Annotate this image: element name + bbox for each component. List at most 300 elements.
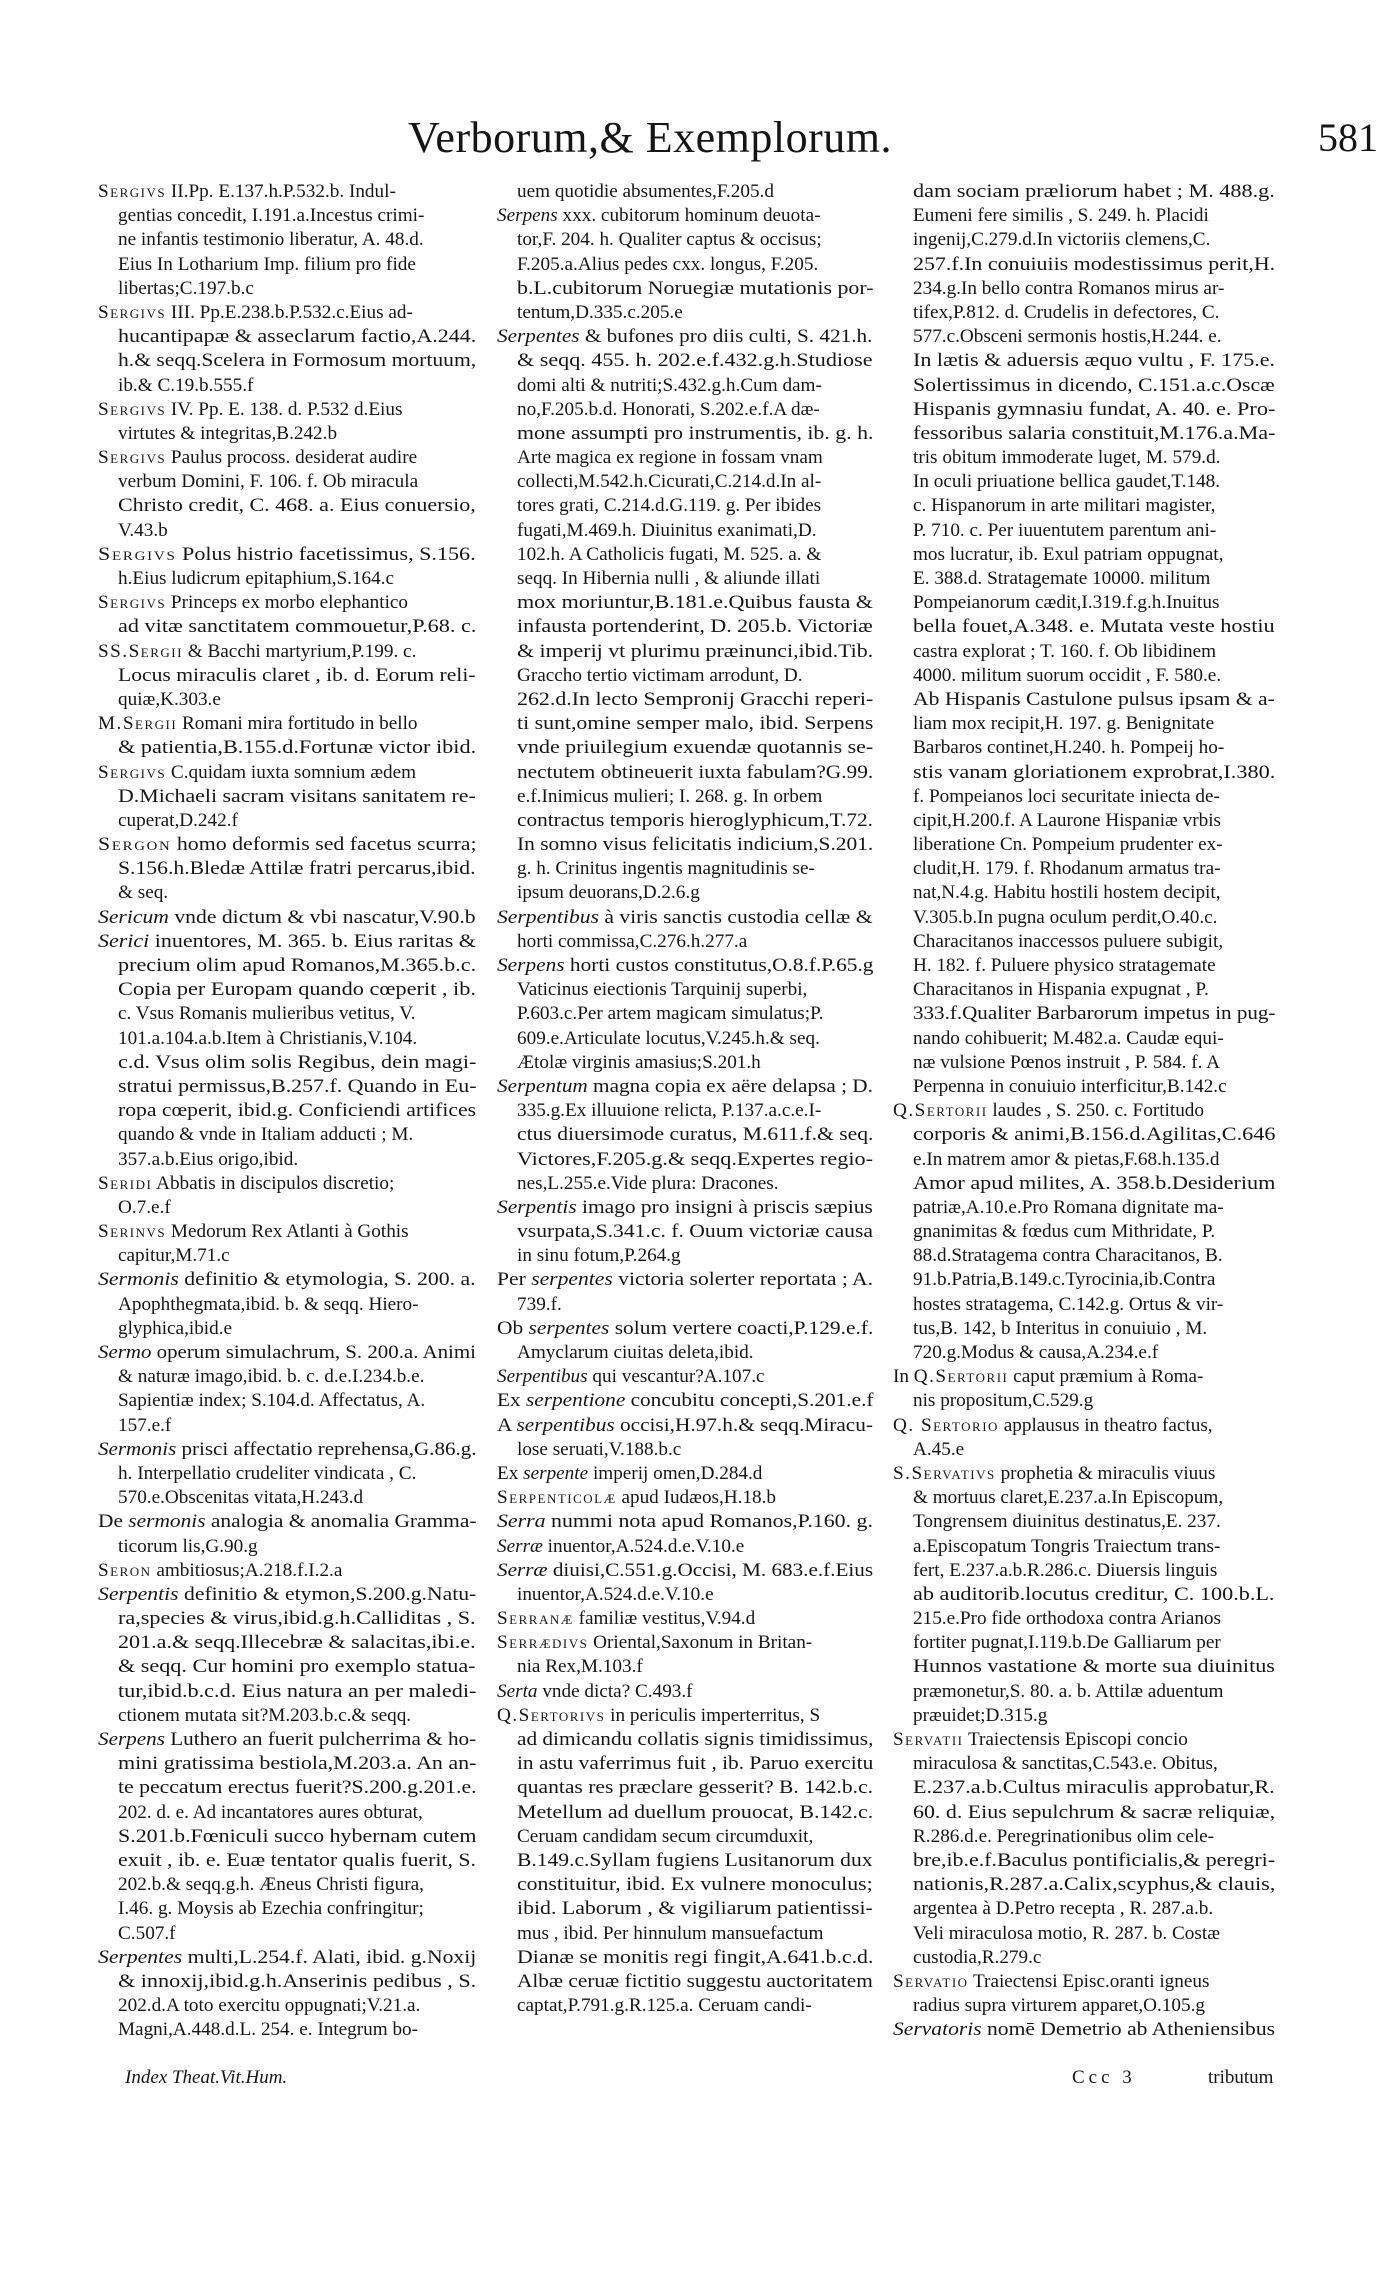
entry-text: h.& seqq.Scelera in Formosum mortuum, — [118, 350, 477, 372]
line-content — [497, 1075, 873, 1099]
line-content — [913, 1148, 1219, 1172]
index-entry-line — [98, 1922, 478, 1946]
line-content — [118, 1123, 413, 1147]
line-content — [517, 761, 873, 785]
index-entry-line — [893, 1535, 1277, 1559]
index-entry-line — [497, 930, 875, 954]
entry-text: 357.a.b.Eius origo,ibid. — [118, 1148, 299, 1170]
line-content — [497, 204, 820, 228]
entry-text: nes,L.255.e.Vide plura: Dracones. — [517, 1172, 779, 1194]
index-entry-line — [98, 736, 478, 760]
line-content — [913, 1123, 1275, 1147]
entry-text: corporis & animi,B.156.d.Agilitas,C.646 — [913, 1124, 1276, 1146]
entry-text: nummi nota apud Romanos,P.160. g. — [545, 1511, 873, 1533]
entry-text: vsurpata,S.341.c. f. Ouum victoriæ causa — [517, 1221, 874, 1243]
entry-text: apud Iudæos,H.18.b — [616, 1487, 777, 1509]
entry-text: Albæ ceruæ fictitio suggestu auctoritatem — [517, 1970, 873, 1992]
entry-text: cuperat,D.242.f — [118, 809, 238, 831]
entry-text: horti custos constitutus,O.8.f.P.65.g — [564, 955, 874, 976]
entry-headword: Serpentis — [497, 1196, 577, 1218]
line-content — [497, 954, 873, 978]
index-entry-line — [893, 1438, 1277, 1462]
index-entry-headline — [893, 2018, 1277, 2042]
entry-text: P.603.c.Per artem magicam simulatus;P. — [517, 1003, 824, 1025]
catchword: tributum — [1208, 2067, 1274, 2088]
entry-text: & seqq. Cur homini pro exemplo statua- — [118, 1656, 476, 1678]
line-content — [517, 349, 873, 373]
entry-text: P. 710. c. Per iuuentutem parentum ani- — [913, 519, 1217, 541]
entry-headword: Serræ — [497, 1559, 548, 1581]
index-entry-line — [497, 1123, 875, 1147]
entry-prefix: Ex — [497, 1462, 524, 1484]
line-content — [893, 1365, 1203, 1389]
index-entry-line — [893, 1922, 1277, 1946]
line-content — [118, 1099, 476, 1123]
entry-text: O.7.e.f — [118, 1196, 171, 1218]
line-content — [517, 1752, 873, 1776]
index-entry-line — [497, 1099, 875, 1123]
entry-text: tifex,P.812. d. Crudelis in defectores, C. — [913, 301, 1220, 323]
line-content — [118, 1752, 476, 1776]
entry-headword: serpentione — [525, 1390, 626, 1412]
index-entry-line — [893, 1776, 1277, 1800]
index-entry-line — [893, 1873, 1277, 1897]
line-content — [913, 1631, 1221, 1655]
index-entry-line — [497, 736, 875, 760]
line-content — [118, 1535, 258, 1559]
entry-text: prophetia & miraculis viuus — [995, 1462, 1216, 1484]
line-content — [118, 1994, 420, 2018]
entry-text: Hispanis gymnasiu fundat, A. 40. e. Pro- — [913, 398, 1276, 420]
entry-text: h. Interpellatio crudeliter vindicata , C. — [118, 1462, 417, 1484]
index-entry-line — [893, 398, 1277, 422]
index-entry-line — [893, 204, 1277, 228]
entry-text: definitio & etymon,S.200.g.Natu- — [178, 1583, 477, 1605]
line-content — [98, 712, 418, 736]
entry-text: horti commissa,C.276.h.277.a — [517, 930, 748, 952]
entry-text: 88.d.Stratagema contra Characitanos, B. — [913, 1245, 1223, 1267]
entry-text: ad dimicandu collatis signis timidissimus, — [517, 1729, 874, 1750]
entry-text: ti sunt,omine semper malo, ibid. Serpens — [517, 713, 874, 735]
entry-text: b.L.cubitorum Noruegiæ mutationis por- — [517, 277, 874, 299]
entry-headword: Q.Sertorivs — [497, 1704, 606, 1726]
entry-headword: serpentibus — [516, 1414, 615, 1436]
index-entry-line — [98, 1873, 478, 1897]
line-content — [517, 277, 873, 301]
index-entry-line — [497, 1244, 875, 1268]
index-entry-headline — [497, 1462, 875, 1486]
index-entry-headline — [98, 712, 478, 736]
index-entry-headline — [497, 906, 875, 930]
entry-headword: Serpens — [98, 1729, 165, 1750]
entry-text: qui vescantur?A.107.c — [587, 1366, 765, 1388]
index-entry-line — [98, 1099, 478, 1123]
index-entry-line — [98, 1075, 478, 1099]
index-entry-headline — [893, 1099, 1277, 1123]
line-content — [98, 906, 476, 930]
line-content — [118, 277, 254, 301]
index-entry-line — [497, 881, 875, 905]
line-content — [913, 954, 1216, 978]
line-content — [118, 688, 221, 712]
line-content — [517, 978, 807, 1002]
index-entry-headline — [98, 446, 478, 470]
entry-text: R.286.d.e. Peregrinationibus olim cele- — [913, 1825, 1215, 1847]
line-content — [913, 567, 1210, 591]
entry-text: Traiectensi Episc.oranti igneus — [968, 1970, 1210, 1992]
line-content — [497, 1510, 873, 1534]
entry-text: In somno visus felicitatis indicium,S.201. — [517, 834, 874, 856]
index-entry-line — [497, 833, 875, 857]
line-content — [118, 1680, 476, 1704]
index-entry-line — [98, 494, 478, 518]
entry-text: infausta portenderint, D. 205.b. Victoriæ — [517, 616, 873, 638]
line-content — [517, 1341, 754, 1365]
line-content — [913, 180, 1275, 204]
entry-text: definitio & etymologia, S. 200. a. — [178, 1269, 476, 1291]
entry-text: & mortuus claret,E.237.a.In Episcopum, — [913, 1487, 1224, 1509]
entry-text: prisci affectatio reprehensa,G.86.g. — [176, 1438, 477, 1460]
index-entry-line — [497, 519, 875, 543]
index-entry-line — [497, 253, 875, 277]
line-content — [913, 761, 1275, 785]
entry-text: & naturæ imago,ibid. b. c. d.e.I.234.b.e. — [118, 1366, 425, 1388]
entry-text: Barbaros continet,H.240. h. Pompeij ho- — [913, 737, 1225, 759]
entry-text: Ab Hispanis Castulone pulsus ipsam & a- — [913, 688, 1275, 710]
index-entry-line — [497, 422, 875, 446]
entry-text: ropa cœperit, ibid.g. Conficiendi artifices — [118, 1100, 477, 1122]
index-entry-line — [497, 1970, 875, 1994]
entry-headword: Seridi — [98, 1172, 153, 1194]
index-entry-line — [497, 1728, 875, 1752]
index-entry-line — [497, 591, 875, 615]
entry-headword: Serpentum — [497, 1075, 588, 1097]
line-content — [118, 422, 337, 446]
entry-text: contractus temporis hieroglyphicum,T.72. — [517, 809, 873, 831]
line-content — [517, 809, 873, 833]
line-content — [118, 1148, 298, 1172]
index-entry-line — [497, 446, 875, 470]
line-content — [517, 180, 774, 204]
entry-text: ib.& C.19.b.555.f — [118, 374, 254, 396]
index-entry-line — [893, 591, 1277, 615]
line-content — [517, 519, 817, 543]
line-content — [913, 1075, 1227, 1099]
line-content — [497, 1680, 693, 1704]
index-entry-line — [893, 301, 1277, 325]
line-content — [118, 1873, 424, 1897]
index-entry-line — [893, 1027, 1277, 1051]
line-content — [98, 640, 416, 664]
entry-text: Amor apud milites, A. 358.b.Desiderium — [913, 1172, 1276, 1194]
entry-text: precium olim apud Romanos,M.365.b.c. — [118, 955, 477, 976]
index-entry-line — [497, 1051, 875, 1075]
index-entry-headline — [497, 1680, 875, 1704]
line-content — [913, 1196, 1224, 1220]
entry-text: Traiectensis Episcopi concio — [963, 1729, 1188, 1750]
index-entry-line — [98, 1389, 478, 1413]
line-content — [118, 494, 476, 518]
entry-text: victoria solerter reportata ; A. — [612, 1269, 874, 1291]
line-content — [98, 930, 476, 954]
entry-text: custodia,R.279.c — [913, 1946, 1042, 1968]
entry-text: quantas res præclare gesserit? B. 142.b.c. — [517, 1777, 874, 1799]
index-entry-line — [497, 1897, 875, 1921]
entry-text: nis propositum,C.529.g — [913, 1390, 1094, 1412]
line-content — [913, 1583, 1274, 1607]
index-entry-line — [893, 906, 1277, 930]
line-content — [913, 906, 1217, 930]
line-content — [913, 785, 1220, 809]
entry-text: II.Pp. E.137.h.P.532.b. Indul- — [166, 181, 396, 202]
entry-text: Copia per Europam quando cœperit , ib. — [118, 979, 476, 1001]
index-entry-line — [497, 470, 875, 494]
index-entry-line — [893, 1655, 1277, 1679]
entry-prefix: Per — [497, 1269, 532, 1291]
index-entry-line — [497, 494, 875, 518]
index-entry-line — [893, 1825, 1277, 1849]
index-entry-line — [98, 470, 478, 494]
index-entry-line — [497, 567, 875, 591]
line-content — [913, 930, 1223, 954]
index-entry-line — [893, 1583, 1277, 1607]
entry-text: Victores,F.205.g.& seqq.Expertes regio- — [517, 1148, 873, 1170]
line-content — [497, 1631, 812, 1655]
index-entry-line — [893, 470, 1277, 494]
index-entry-line — [98, 857, 478, 881]
index-entry-line — [98, 1244, 478, 1268]
line-content — [497, 325, 872, 349]
index-entry-line — [893, 881, 1277, 905]
index-entry-line — [893, 1341, 1277, 1365]
entry-text: liberatione Cn. Pompeium prudenter ex- — [913, 834, 1223, 856]
index-entry-line — [98, 1535, 478, 1559]
index-entry-line — [98, 2018, 478, 2042]
line-content — [98, 301, 413, 325]
entry-text: V.43.b — [118, 519, 168, 541]
index-entry-headline — [893, 1414, 1277, 1438]
entry-headword: Serræ — [497, 1535, 543, 1557]
entry-headword: sermonis — [128, 1511, 206, 1533]
entry-text: vnde priuilegium exuendæ quotannis se- — [517, 737, 874, 759]
entry-text: cipit,H.200.f. A Laurone Hispaniæ vrbis — [913, 809, 1222, 831]
index-entry-line — [98, 1293, 478, 1317]
entry-text: Pompeianorum cædit,I.319.f.g.h.Inuitus — [913, 592, 1220, 614]
index-entry-headline — [98, 930, 478, 954]
entry-text: C.quidam iuxta somnium ædem — [166, 761, 417, 783]
index-entry-line — [893, 640, 1277, 664]
index-entry-line — [98, 204, 478, 228]
index-entry-line — [497, 1752, 875, 1776]
entry-text: argentea à D.Petro recepta , R. 287.a.b. — [913, 1898, 1214, 1920]
line-content — [118, 1462, 416, 1486]
index-entry-line — [893, 567, 1277, 591]
index-entry-line — [98, 1776, 478, 1800]
entry-text: analogia & anomalia Gramma- — [205, 1511, 477, 1533]
line-content — [118, 2018, 418, 2042]
entry-text: fessoribus salaria constituit,M.176.a.Ma- — [913, 422, 1276, 444]
index-entry-line — [893, 1631, 1277, 1655]
entry-text: quiæ,K.303.e — [118, 688, 221, 710]
entry-headword: serpente — [523, 1462, 589, 1484]
entry-text: mus , ibid. Per hinnulum mansuefactum — [517, 1922, 824, 1944]
entry-text: patriæ,A.10.e.Pro Romana dignitate ma- — [913, 1196, 1224, 1218]
line-content — [517, 833, 873, 857]
line-content — [913, 349, 1275, 373]
entry-text: cludit,H. 179. f. Rhodanum armatus tra- — [913, 858, 1221, 880]
index-entry-line — [893, 1293, 1277, 1317]
line-content — [893, 1728, 1188, 1752]
line-content — [913, 1704, 1047, 1728]
entry-text: liam mox recipit,H. 197. g. Benignitate — [913, 713, 1215, 735]
line-content — [913, 519, 1216, 543]
index-entry-line — [497, 1655, 875, 1679]
entry-text: ne infantis testimonio liberatur, A. 48.d. — [118, 229, 424, 251]
line-content — [913, 1680, 1223, 1704]
index-entry-line — [98, 1486, 478, 1510]
index-entry-headline — [98, 1341, 478, 1365]
index-entry-line — [98, 1002, 478, 1026]
line-content — [118, 1970, 476, 1994]
index-entry-line — [98, 567, 478, 591]
index-entry-line — [893, 1486, 1277, 1510]
entry-text: 202. d. e. Ad incantatores aures obturat, — [118, 1801, 423, 1823]
index-entry-line — [893, 1510, 1277, 1534]
line-content — [118, 1051, 476, 1075]
entry-text: S.201.b.Fœniculi succo hybernam cutem — [118, 1825, 477, 1847]
index-entry-line — [893, 1680, 1277, 1704]
index-entry-line — [893, 1849, 1277, 1873]
entry-text: Veli miraculosa motio, R. 287. b. Costæ — [913, 1922, 1220, 1944]
entry-text: tris obitum immoderate luget, M. 579.d. — [913, 447, 1221, 469]
index-entry-headline — [497, 1510, 875, 1534]
index-entry-line — [893, 228, 1277, 252]
line-content — [517, 543, 821, 567]
entry-headword: Serranæ — [497, 1608, 574, 1630]
entry-headword: S.Servativs — [893, 1462, 996, 1484]
entry-headword: Sergivs — [98, 543, 177, 565]
line-content — [913, 1801, 1275, 1825]
index-entry-line — [497, 301, 875, 325]
index-entry-line — [98, 615, 478, 639]
line-content — [913, 398, 1275, 422]
entry-text: V.305.b.In pugna oculum perdit,O.40.c. — [913, 906, 1218, 928]
index-entry-line — [98, 1462, 478, 1486]
entry-text: radius supra virturem apparet,O.105.g — [913, 1995, 1205, 2017]
entry-text: g. h. Crinitus ingentis magnitudinis se- — [517, 858, 815, 880]
line-content — [517, 591, 873, 615]
entry-headword: Serpentis — [98, 1583, 179, 1605]
entry-text: 609.e.Articulate locutus,V.245.h.& seq. — [517, 1027, 820, 1049]
line-content — [118, 857, 475, 881]
line-content — [913, 1873, 1275, 1897]
index-entry-line — [893, 1994, 1277, 2018]
entry-headword: Sergivs — [98, 447, 167, 469]
index-entry-line — [98, 1051, 478, 1075]
index-entry-headline — [98, 1583, 478, 1607]
line-content — [913, 978, 1209, 1002]
line-content — [98, 180, 396, 204]
index-entry-line — [98, 1027, 478, 1051]
entry-text: constituitur, ibid. Ex vulnere monoculus; — [517, 1874, 873, 1896]
entry-text: ctus diuersimode curatus, M.611.f.& seq. — [517, 1124, 874, 1146]
entry-text: 720.g.Modus & causa,A.234.e.f — [913, 1342, 1159, 1363]
line-content — [517, 374, 822, 398]
line-content — [118, 374, 253, 398]
index-entry-headline — [893, 1970, 1277, 1994]
entry-text: Amyclarum ciuitas deleta,ibid. — [517, 1342, 754, 1363]
entry-text: ad vitæ sanctitatem commouetur,P.68. c. — [118, 616, 477, 638]
line-content — [913, 422, 1275, 446]
entry-text: multi,L.254.f. Alati, ibid. g.Noxij — [182, 1946, 477, 1968]
index-entry-line — [893, 374, 1277, 398]
line-content — [118, 1825, 476, 1849]
index-entry-line — [893, 712, 1277, 736]
entry-text: præuidet;D.315.g — [913, 1704, 1048, 1726]
entry-headword: Serinvs — [98, 1221, 167, 1243]
entry-text: Ceruam candidam secum circumduxit, — [517, 1825, 814, 1847]
index-entry-line — [893, 325, 1277, 349]
index-entry-headline — [497, 1486, 875, 1510]
index-entry-line — [497, 1172, 875, 1196]
line-content — [98, 1583, 476, 1607]
line-content — [118, 1922, 176, 1946]
entry-text: Characitanos inaccessos puluere subigit, — [913, 930, 1224, 952]
line-content — [913, 881, 1221, 905]
index-entry-line — [98, 422, 478, 446]
entry-headword: Sergivs — [98, 592, 167, 614]
line-content — [517, 494, 821, 518]
index-entry-headline — [497, 1389, 875, 1413]
line-content — [517, 1293, 562, 1317]
line-content — [118, 253, 416, 277]
entry-text: c. Vsus Romanis mulieribus vetitus, V. — [118, 1003, 416, 1025]
line-content — [913, 1027, 1224, 1051]
index-entry-line — [893, 253, 1277, 277]
line-content — [497, 1389, 873, 1413]
line-content — [913, 615, 1275, 639]
line-content — [98, 591, 408, 615]
index-entry-line — [497, 1341, 875, 1365]
entry-text: c. Hispanorum in arte militari magister, — [913, 495, 1216, 517]
line-content — [517, 1027, 820, 1051]
index-entry-headline — [98, 761, 478, 785]
line-content — [517, 1776, 873, 1800]
entry-text: IV. Pp. E. 138. d. P.532 d.Eius — [166, 398, 403, 420]
index-entry-line — [893, 277, 1277, 301]
entry-text: inuentores, M. 365. b. Eius raritas & — [149, 930, 476, 952]
line-content — [517, 1801, 873, 1825]
line-content — [497, 906, 873, 930]
index-entry-line — [893, 1002, 1277, 1026]
entry-text: domi alti & nutriti;S.432.g.h.Cum dam- — [517, 374, 822, 396]
line-content — [913, 1220, 1215, 1244]
running-header — [0, 112, 1399, 172]
line-content — [98, 761, 416, 785]
entry-text: Tongrensem diuinitus destinatus,E. 237. — [913, 1511, 1221, 1533]
index-entry-line — [98, 785, 478, 809]
entry-text: hucantipapæ & asseclarum factio,A.244. — [118, 326, 477, 348]
entry-text: imperij omen,D.284.d — [588, 1462, 763, 1484]
entry-text: te peccatum erectus fuerit?S.200.g.201.e. — [118, 1777, 477, 1799]
entry-text: 333.f.Qualiter Barbarorum impetus in pug- — [913, 1003, 1276, 1025]
entry-text: homo deformis sed facetus scurra; — [171, 834, 477, 856]
entry-text: fert, E.237.a.b.R.286.c. Diuersis linguis — [913, 1559, 1218, 1581]
line-content — [893, 1099, 1204, 1123]
index-entry-line — [497, 712, 875, 736]
entry-text: c.d. Vsus olim solis Regibus, dein magi- — [118, 1051, 477, 1073]
line-content — [517, 1244, 681, 1268]
